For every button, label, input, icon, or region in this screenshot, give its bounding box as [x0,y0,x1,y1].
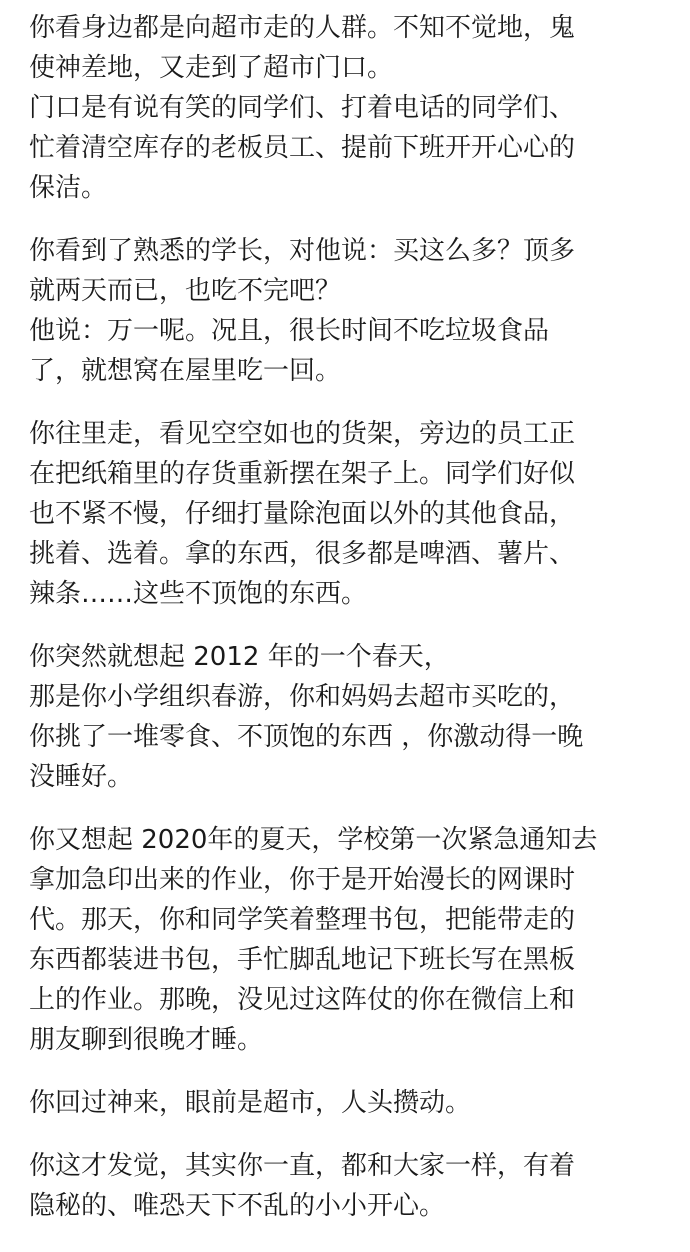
text-line: 挑着、选着。拿的东西，很多都是啤酒、薯片、 [29,539,576,569]
text-line: 你回过神来，眼前是超市，人头攒动。 [29,1088,472,1118]
paragraph-2 [29,231,690,391]
text-line: 使神差地，又走到了超市门口。 [29,53,394,83]
text-line: 门口是有说有笑的同学们、打着电话的同学们、 [29,93,576,123]
text-line: 东西都装进书包，手忙脚乱地记下班长写在黑板 [29,945,576,975]
text-line: 你看到了熟悉的学长，对他说：买这么多？顶多 [29,236,576,266]
paragraph-5 [29,820,690,1060]
text-line: 你又想起 2020年的夏天，学校第一次紧急通知去 [29,825,598,855]
text-line: 拿加急印出来的作业，你于是开始漫长的网课时 [29,865,576,895]
text-line: 代。那天，你和同学笑着整理书包，把能带走的 [29,905,576,935]
text-line: 那是你小学组织春游，你和妈妈去超市买吃的， [29,682,576,712]
paragraph-4 [29,637,690,797]
text-line: 你这才发觉，其实你一直，都和大家一样，有着 [29,1151,576,1181]
paragraph-1 [29,8,690,208]
paragraph-6 [29,1083,690,1123]
text-line: 了，就想窝在屋里吃一回。 [29,356,342,386]
text-line: 保洁。 [29,173,108,203]
text-line: 上的作业。那晚，没见过这阵仗的你在微信上和 [29,985,576,1015]
paragraph-3 [29,414,690,614]
text-line: 你挑了一堆零食、不顶饱的东西 ，你激动得一晚 [29,722,584,752]
paragraph-7 [29,1146,690,1226]
text-line: 忙着清空库存的老板员工、提前下班开开心心的 [29,133,576,163]
text-line: 你往里走，看见空空如也的货架，旁边的员工正 [29,419,576,449]
text-line: 你看身边都是向超市走的人群。不知不觉地，鬼 [29,13,576,43]
text-line: 隐秘的、唯恐天下不乱的小小开心。 [29,1191,446,1221]
text-line: 他说：万一呢。况且，很长时间不吃垃圾食品 [29,316,550,346]
text-line: 就两天而已，也吃不完吧？ [29,276,342,306]
text-line: 在把纸箱里的存货重新摆在架子上。同学们好似 [29,459,576,489]
text-line: 没睡好。 [29,762,134,792]
text-line: 你突然就想起 2012 年的一个春天， [29,642,450,672]
text-line: 辣条……这些不顶饱的东西。 [29,579,368,609]
text-line: 也不紧不慢，仔细打量除泡面以外的其他食品， [29,499,576,529]
text-line: 朋友聊到很晚才睡。 [29,1025,264,1055]
